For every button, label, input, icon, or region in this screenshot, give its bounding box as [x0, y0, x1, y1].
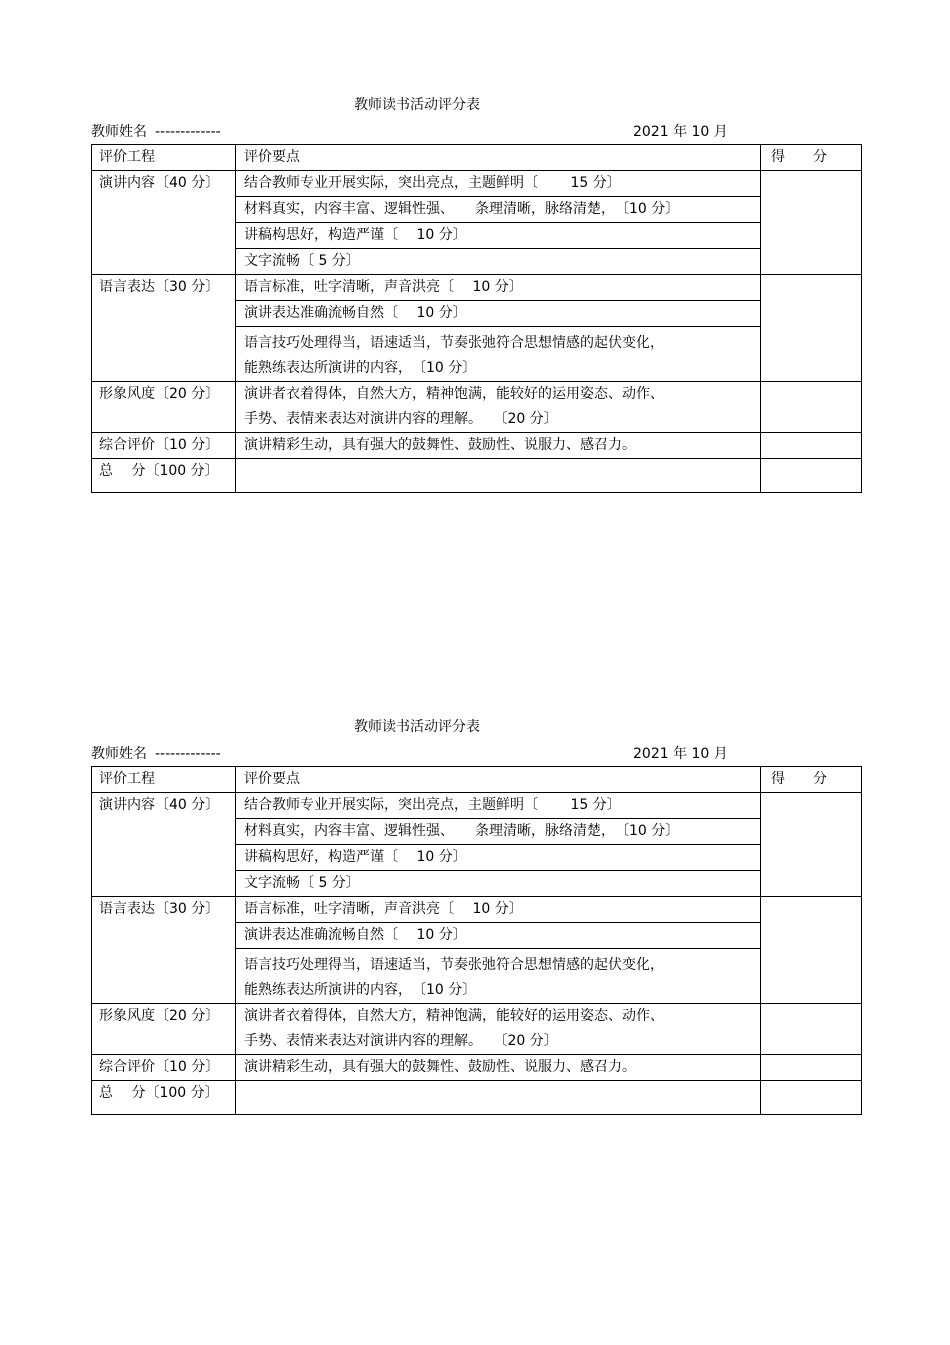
- score-cell[interactable]: [761, 433, 862, 459]
- item-total: 总 分〔100 分〕: [92, 459, 236, 493]
- table-row-total: [92, 1081, 862, 1115]
- score-cell[interactable]: [761, 275, 862, 382]
- table-row: [92, 793, 862, 819]
- point-cell: 演讲表达准确流畅自然〔 10 分〕: [236, 301, 761, 327]
- point-cell: 文字流畅〔 5 分〕: [236, 249, 761, 275]
- score-cell[interactable]: [761, 1081, 862, 1115]
- item-appearance: 形象风度〔20 分〕: [92, 1004, 236, 1055]
- header-points: 评价要点: [236, 767, 761, 793]
- form-date: 2021 年 10 月: [633, 746, 728, 762]
- score-table: [91, 144, 862, 493]
- point-cell: [236, 1081, 761, 1115]
- point-cell: 语言技巧处理得当，语速适当，节奏张弛符合思想情感的起伏变化， 能熟练表达所演讲的内容， 〔10 分〕: [236, 327, 761, 382]
- table-header-row: [92, 767, 862, 793]
- table-header-row: [92, 145, 862, 171]
- table-row: [92, 171, 862, 197]
- form-title: 教师读书活动评分表: [354, 97, 480, 113]
- score-cell[interactable]: [761, 171, 862, 275]
- teacher-name-label: 教师姓名: [91, 124, 147, 140]
- table-row: [92, 275, 862, 301]
- item-content: 演讲内容〔40 分〕: [92, 793, 236, 897]
- teacher-name-blank: -------------: [155, 124, 221, 140]
- point-cell: 材料真实，内容丰富、逻辑性强、 条理清晰，脉络清楚， 〔10 分〕: [236, 197, 761, 223]
- point-cell: 语言技巧处理得当，语速适当，节奏张弛符合思想情感的起伏变化， 能熟练表达所演讲的内容， 〔10 分〕: [236, 949, 761, 1004]
- teacher-name-line: [91, 743, 221, 763]
- point-cell: 结合教师专业开展实际，突出亮点，主题鲜明〔 15 分〕: [236, 793, 761, 819]
- header-score: 得 分: [761, 145, 862, 171]
- point-cell: 演讲精彩生动，具有强大的鼓舞性、鼓励性、说服力、感召力。: [236, 1055, 761, 1081]
- item-overall: 综合评价〔10 分〕: [92, 433, 236, 459]
- table-row: [92, 1004, 862, 1055]
- point-cell: 结合教师专业开展实际，突出亮点，主题鲜明〔 15 分〕: [236, 171, 761, 197]
- table-row-total: [92, 459, 862, 493]
- header-item: 评价工程: [92, 145, 236, 171]
- table-row: [92, 897, 862, 923]
- point-cell: 材料真实，内容丰富、逻辑性强、 条理清晰，脉络清楚， 〔10 分〕: [236, 819, 761, 845]
- score-cell[interactable]: [761, 793, 862, 897]
- table-row: [92, 382, 862, 433]
- point-cell: [236, 459, 761, 493]
- item-appearance: 形象风度〔20 分〕: [92, 382, 236, 433]
- score-table: [91, 766, 862, 1115]
- item-overall: 综合评价〔10 分〕: [92, 1055, 236, 1081]
- point-cell: 演讲者衣着得体，自然大方，精神饱满，能较好的运用姿态、动作、 手势、表情来表达对演讲内容的理解。 〔20 分〕: [236, 382, 761, 433]
- item-language: 语言表达〔30 分〕: [92, 897, 236, 1004]
- score-cell[interactable]: [761, 382, 862, 433]
- form-date: 2021 年 10 月: [633, 124, 728, 140]
- point-cell: 文字流畅〔 5 分〕: [236, 871, 761, 897]
- table-row: [92, 433, 862, 459]
- point-cell: 讲稿构思好，构造严谨〔 10 分〕: [236, 845, 761, 871]
- point-cell: 演讲者衣着得体，自然大方，精神饱满，能较好的运用姿态、动作、 手势、表情来表达对演讲内容的理解。 〔20 分〕: [236, 1004, 761, 1055]
- point-cell: 语言标准，吐字清晰，声音洪亮〔 10 分〕: [236, 275, 761, 301]
- point-cell: 讲稿构思好，构造严谨〔 10 分〕: [236, 223, 761, 249]
- teacher-name-label: 教师姓名: [91, 746, 147, 762]
- table-row: [92, 1055, 862, 1081]
- header-item: 评价工程: [92, 767, 236, 793]
- score-cell[interactable]: [761, 1055, 862, 1081]
- point-cell: 演讲表达准确流畅自然〔 10 分〕: [236, 923, 761, 949]
- point-cell: 语言标准，吐字清晰，声音洪亮〔 10 分〕: [236, 897, 761, 923]
- item-content: 演讲内容〔40 分〕: [92, 171, 236, 275]
- point-cell: 演讲精彩生动，具有强大的鼓舞性、鼓励性、说服力、感召力。: [236, 433, 761, 459]
- item-language: 语言表达〔30 分〕: [92, 275, 236, 382]
- score-cell[interactable]: [761, 897, 862, 1004]
- header-score: 得 分: [761, 767, 862, 793]
- score-cell[interactable]: [761, 459, 862, 493]
- score-cell[interactable]: [761, 1004, 862, 1055]
- form-title: 教师读书活动评分表: [354, 719, 480, 735]
- header-points: 评价要点: [236, 145, 761, 171]
- teacher-name-line: [91, 121, 221, 141]
- teacher-name-blank: -------------: [155, 746, 221, 762]
- item-total: 总 分〔100 分〕: [92, 1081, 236, 1115]
